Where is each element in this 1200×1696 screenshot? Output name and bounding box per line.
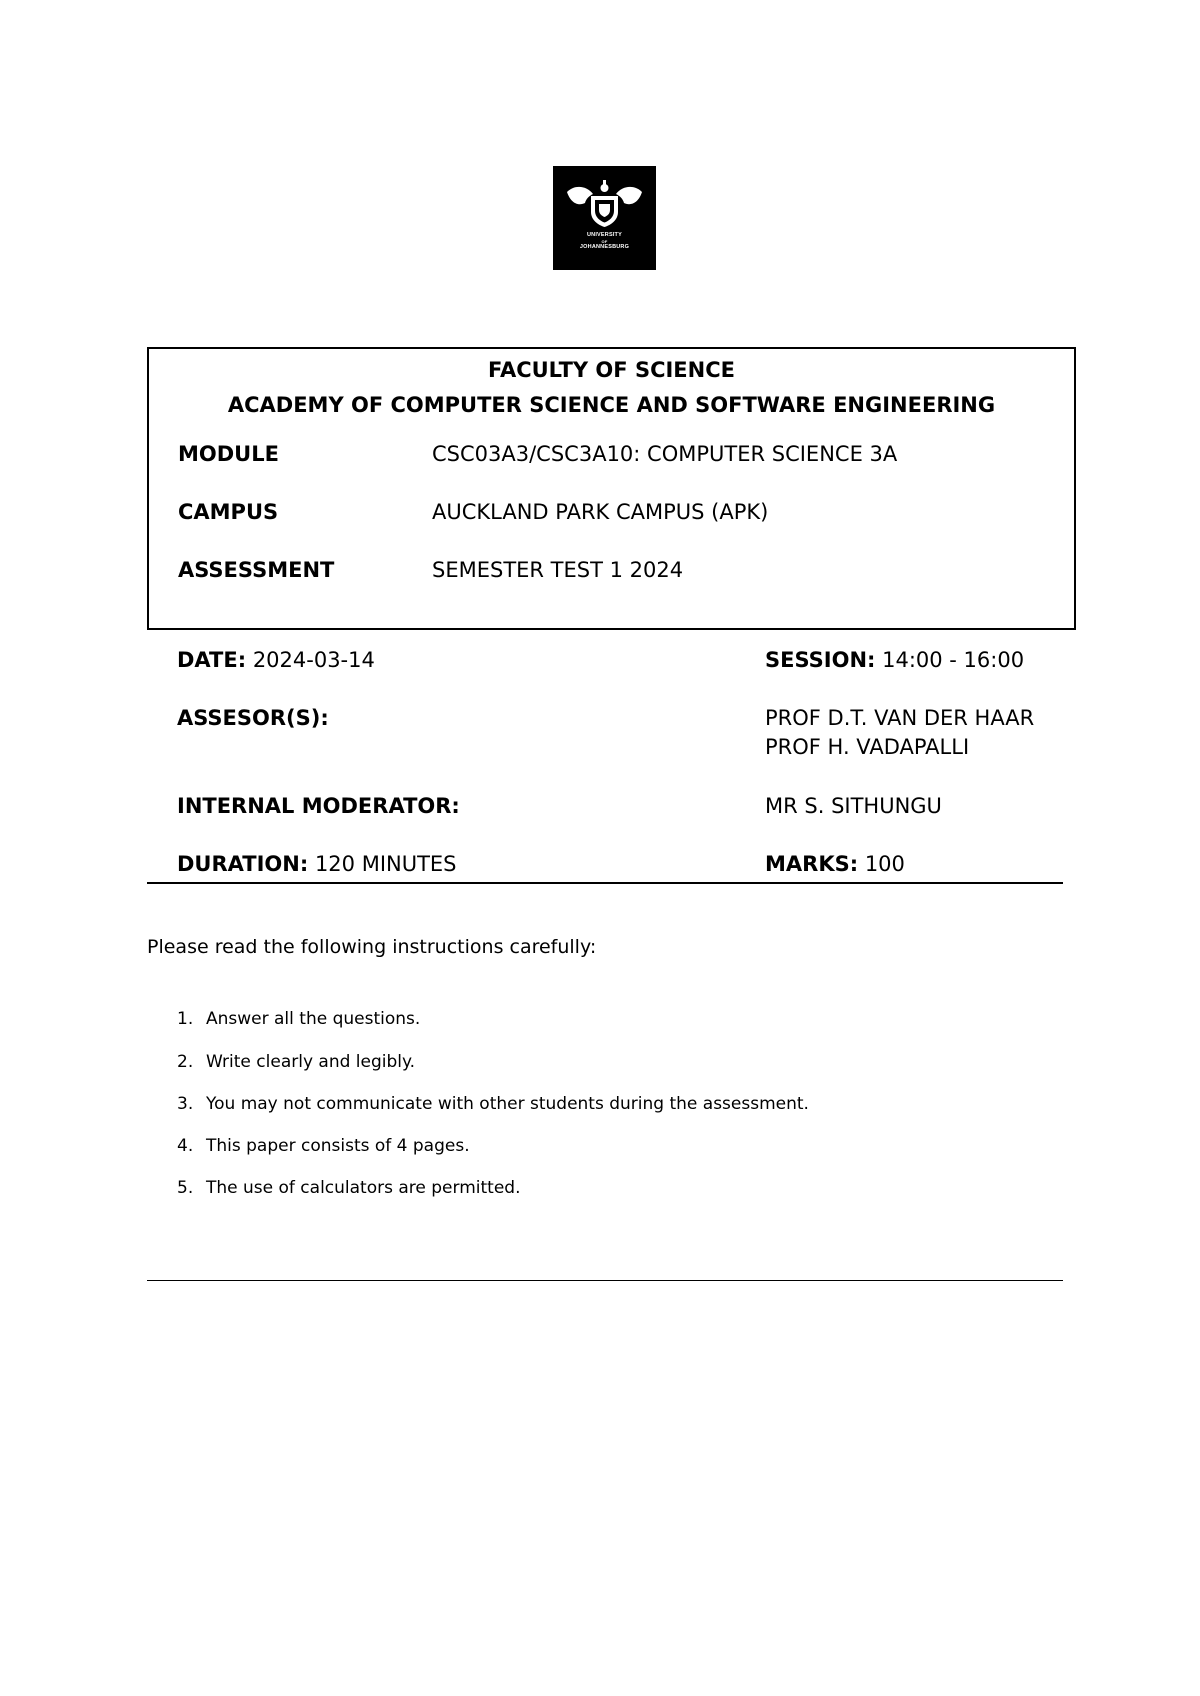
marks-value: 100 [864,852,905,876]
assessors-label: ASSESOR(S): [177,706,329,730]
instruction-item [177,1094,809,1114]
marks-field [765,852,905,876]
faculty-title: FACULTY OF SCIENCE [488,358,735,382]
crest-emblem-icon [553,166,656,270]
logo-text-of: OF [601,239,608,244]
duration-label: DURATION: [177,852,309,876]
assessor-1: PROF D.T. VAN DER HAAR [765,706,1035,730]
session-label: SESSION: [765,648,876,672]
logo-text-johannesburg: JOHANNESBURG [579,244,630,250]
divider-top [147,882,1063,884]
university-logo [553,166,656,270]
session-field [765,648,1024,672]
instruction-text: Write clearly and legibly. [206,1052,416,1072]
instruction-item [177,1136,470,1156]
instruction-text: Answer all the questions. [206,1009,421,1029]
module-value: CSC03A3/CSC3A10: COMPUTER SCIENCE 3A [432,442,898,466]
date-label: DATE: [177,648,247,672]
instruction-text: The use of calculators are permitted. [206,1178,521,1198]
instruction-number: 4. [177,1136,194,1156]
date-value: 2024-03-14 [252,648,375,672]
instruction-text: This paper consists of 4 pages. [206,1136,470,1156]
instruction-number: 5. [177,1178,194,1198]
moderator-label: INTERNAL MODERATOR: [177,794,460,818]
moderator-value: MR S. SITHUNGU [765,794,942,818]
assessment-value: SEMESTER TEST 1 2024 [432,558,684,582]
duration-value: 120 MINUTES [314,852,457,876]
session-value: 14:00 - 16:00 [882,648,1025,672]
instruction-item [177,1178,520,1198]
instruction-item [177,1009,420,1029]
divider-bottom [147,1280,1063,1281]
instructions-intro: Please read the following instructions carefully: [147,936,597,958]
duration-field [177,852,457,876]
module-label: MODULE [178,442,279,466]
instruction-number: 1. [177,1009,194,1029]
instruction-item [177,1052,415,1072]
instruction-number: 3. [177,1094,194,1114]
instruction-text: You may not communicate with other students during the assessment. [206,1094,809,1114]
campus-value: AUCKLAND PARK CAMPUS (APK) [432,500,769,524]
header-box [147,347,1076,630]
assessor-2: PROF H. VADAPALLI [765,735,970,759]
assessment-label: ASSESSMENT [178,558,335,582]
marks-label: MARKS: [765,852,859,876]
logo-text-university: UNIVERSITY [586,232,622,238]
instruction-number: 2. [177,1052,194,1072]
academy-title: ACADEMY OF COMPUTER SCIENCE AND SOFTWARE ENGINEERING [227,393,996,417]
date-field [177,648,375,672]
campus-label: CAMPUS [178,500,279,524]
